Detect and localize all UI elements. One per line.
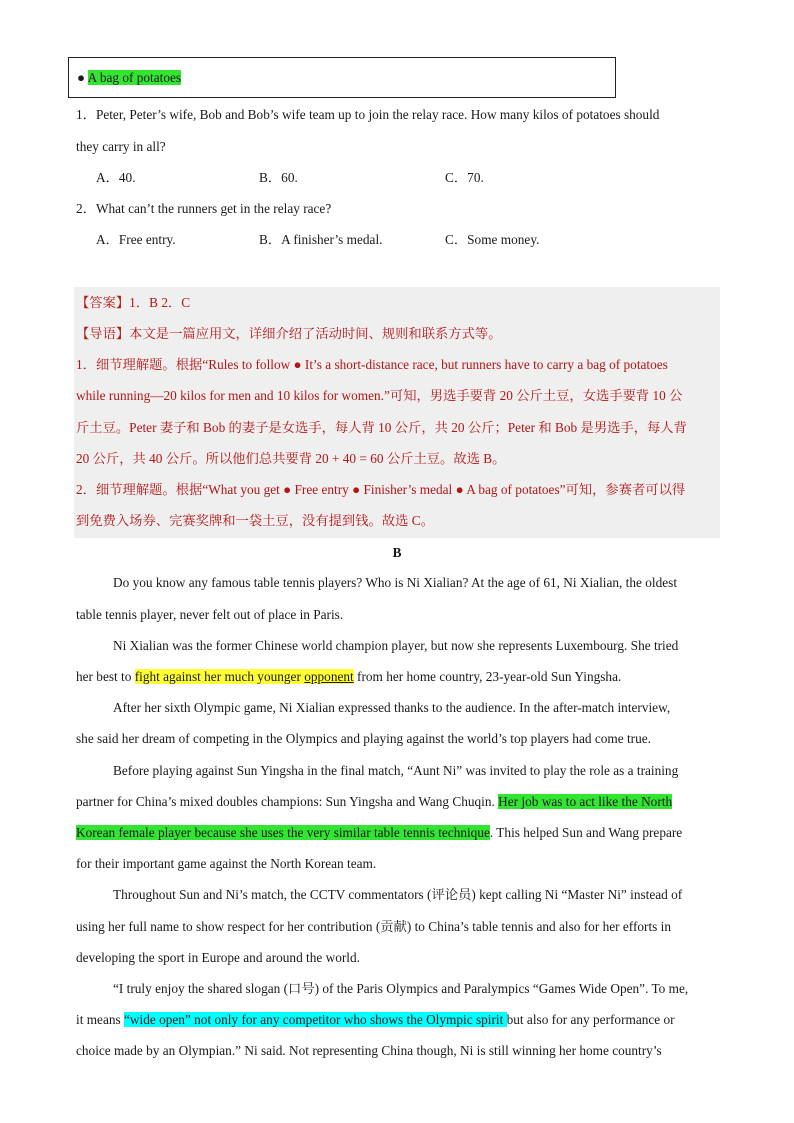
question-1-line-1: 1．Peter, Peter’s wife, Bob and Bob’s wife team up to join the relay race. How many kilos of potatoes should: [76, 107, 660, 122]
question-2-option-b: B．A finisher’s medal.: [259, 232, 383, 247]
answer-explanation-line: 斤土豆。Peter 妻子和 Bob 的妻子是女选手，每人背 10 公斤，共 20 公斤；Peter 和 Bob 是男选手，每人背: [76, 420, 687, 435]
answer-explanation-line: while running—20 kilos for men and 10 kilos for women.”可知，男选手要背 20 公斤土豆，女选手要背 10 公: [76, 388, 683, 403]
passage-line: table tennis player, never felt out of place in Paris.: [76, 607, 344, 622]
passage-heading: B: [392, 545, 402, 560]
section-title: [77, 68, 181, 88]
passage-line: she said her dream of competing in the Olympics and playing against the world’s top players had come true.: [76, 731, 651, 746]
section-title-text: A bag of potatoes: [87, 70, 182, 85]
answer-explanation-line: 2．细节理解题。根据“What you get ● Free entry ● Finisher’s medal ● A bag of potatoes”可知，参赛者可以得: [76, 482, 686, 497]
passage-line: using her full name to show respect for her contribution (贡献) to China’s table tennis and also for her efforts in: [76, 919, 672, 934]
passage-line: for their important game against the North Korean team.: [76, 856, 377, 871]
passage-text: . This helped Sun and Wang prepare: [489, 825, 683, 840]
passage-line: [76, 792, 672, 812]
question-1-line-2: they carry in all?: [76, 139, 166, 154]
highlight-cyan: “wide open” not only for any competitor who shows the Olympic spirit: [124, 1012, 507, 1027]
passage-text: it means: [76, 1012, 125, 1027]
answer-explanation-line: 1．细节理解题。根据“Rules to follow ● It’s a short-distance race, but runners have to carry a bag of potatoes: [76, 357, 668, 372]
passage-line: developing the sport in Europe and around the world.: [76, 950, 360, 965]
question-2-option-c: C．Some money.: [445, 232, 540, 247]
passage-text: from her home country, 23-year-old Sun Yingsha.: [353, 669, 622, 684]
passage-line: After her sixth Olympic game, Ni Xialian expressed thanks to the audience. In the after-match interview,: [113, 700, 671, 715]
passage-line: “I truly enjoy the shared slogan (口号) of the Paris Olympics and Paralympics “Games Wide Open”. To me,: [113, 981, 689, 996]
passage-line: [76, 1010, 675, 1030]
answer-explanation-line: 到免费入场券、完赛奖牌和一袋土豆，没有提到钱。故选 C。: [76, 513, 434, 528]
passage-text: her best to: [76, 669, 135, 684]
highlight-yellow: [135, 669, 354, 684]
question-2-line-1: 2．What can’t the runners get in the relay race?: [76, 201, 332, 216]
passage-text: partner for China’s mixed doubles champions: Sun Yingsha and Wang Chuqin.: [76, 794, 499, 809]
answer-intro: 【导语】本文是一篇应用文，详细介绍了活动时间、规则和联系方式等。: [76, 326, 502, 341]
passage-text: but also for any performance or: [506, 1012, 675, 1027]
highlight-green: Korean female player because she uses the very similar table tennis technique: [76, 825, 490, 840]
answer-key: 【答案】1．B 2．C: [76, 295, 191, 310]
passage-line: choice made by an Olympian.” Ni said. Not representing China though, Ni is still winning her home country’s: [76, 1043, 662, 1058]
passage-line: Before playing against Sun Yingsha in the final match, “Aunt Ni” was invited to play the role as a training: [113, 763, 679, 778]
bullet-icon: ●: [77, 70, 86, 85]
question-2-option-a: A．Free entry.: [96, 232, 176, 247]
passage-line: [76, 823, 682, 843]
question-1-option-b: B．60.: [259, 170, 298, 185]
passage-line: Do you know any famous table tennis players? Who is Ni Xialian? At the age of 61, Ni Xialian, the oldest: [113, 575, 678, 590]
highlight-text: fight against her much younger: [134, 669, 305, 684]
passage-line: Throughout Sun and Ni’s match, the CCTV commentators (评论员) kept calling Ni “Master Ni” instead of: [113, 887, 683, 902]
question-1-option-c: C．70.: [445, 170, 484, 185]
answer-explanation-line: 20 公斤，共 40 公斤。所以他们总共要背 20 + 40 = 60 公斤土豆。故选 B。: [76, 451, 506, 466]
passage-line: [76, 667, 621, 687]
passage-line: Ni Xialian was the former Chinese world champion player, but now she represents Luxembourg. She tried: [113, 638, 679, 653]
question-1-option-a: A．40.: [96, 170, 136, 185]
highlight-green: Her job was to act like the North: [498, 794, 673, 809]
underlined-text: opponent: [304, 669, 354, 684]
